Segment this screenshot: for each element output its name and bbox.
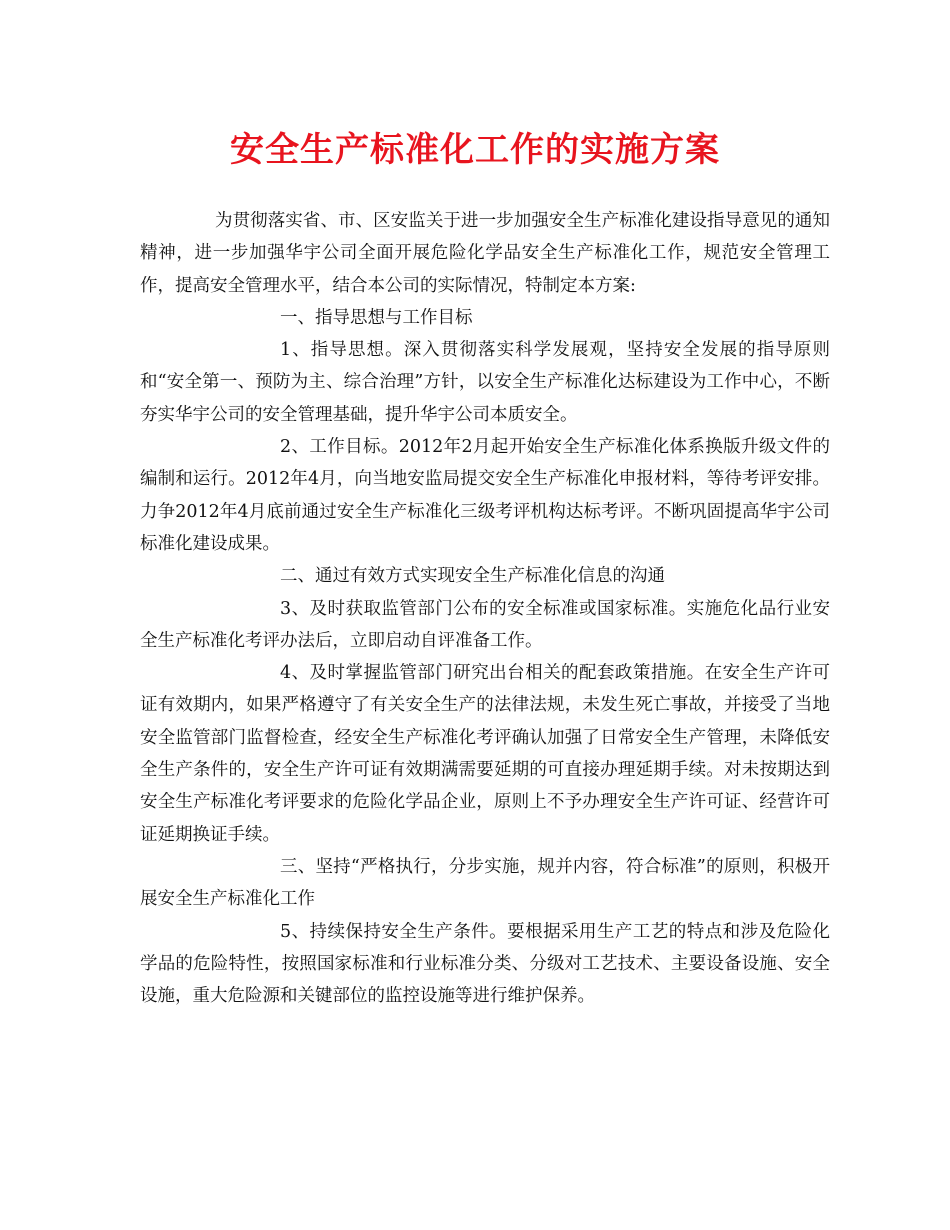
document-title: 安全生产标准化工作的实施方案	[230, 130, 720, 170]
paragraph-item-5: 5、持续保持安全生产条件。要根据采用生产工艺的特点和涉及危险化学品的危险特性，按照国家标准和行业标准分类、分级对工艺技术、主要设备设施、安全设施，重大危险源和关键部位的监控设施等进行维护保养。	[140, 921, 830, 1007]
section-heading-2: 二、通过有效方式实现安全生产标准化信息的沟通	[280, 566, 665, 587]
section-heading-3: 三、坚持“严格执行，分步实施，规并内容，符合标准”的原则，积极开展安全生产标准化工作	[140, 856, 830, 910]
paragraph-item-3: 3、及时获取监管部门公布的安全标准或国家标准。实施危化品行业安全生产标准化考评办法后，立即启动自评准备工作。	[140, 598, 830, 651]
intro-paragraph: 为贯彻落实省、市、区安监关于进一步加强安全生产标准化建设指导意见的通知精神，进一步加强华宇公司全面开展危险化学品安全生产标准化工作，规范安全管理工作，提高安全管理水平，结合本公司的实际情况，特制定本方案:	[140, 211, 830, 296]
paragraph-item-2: 2、工作目标。2012年2月起开始安全生产标准化体系换版升级文件的编制和运行。2012年4月，向当地安监局提交安全生产标准化申报材料，等待考评安排。力争2012年4月底前通过安全生产标准化三级考评机构达标考评。不断巩固提高华宇公司标准化建设成果。	[140, 437, 830, 554]
section-heading-1: 一、指导思想与工作目标	[280, 307, 473, 328]
paragraph-item-4: 4、及时掌握监管部门研究出台相关的配套政策措施。在安全生产许可证有效期内，如果严格遵守了有关安全生产的法律法规，未发生死亡事故，并接受了当地安全监管部门监督检查，经安全生产标准化考评确认加强了日常安全生产管理，未降低安全生产条件的，安全生产许可证有效期满需要延期的可直接办理延期手续。对未按期达到安全生产标准化考评要求的危险化学品企业，原则上不予办理安全生产许可证、经营许可证延期换证手续。	[140, 663, 830, 845]
paragraph-item-1: 1、指导思想。深入贯彻落实科学发展观，坚持安全发展的指导原则和“安全第一、预防为主、综合治理”方针，以安全生产标准化达标建设为工作中心，不断夯实华宇公司的安全管理基础，提升华宇公司本质安全。	[140, 340, 830, 425]
document-body	[140, 205, 830, 1012]
